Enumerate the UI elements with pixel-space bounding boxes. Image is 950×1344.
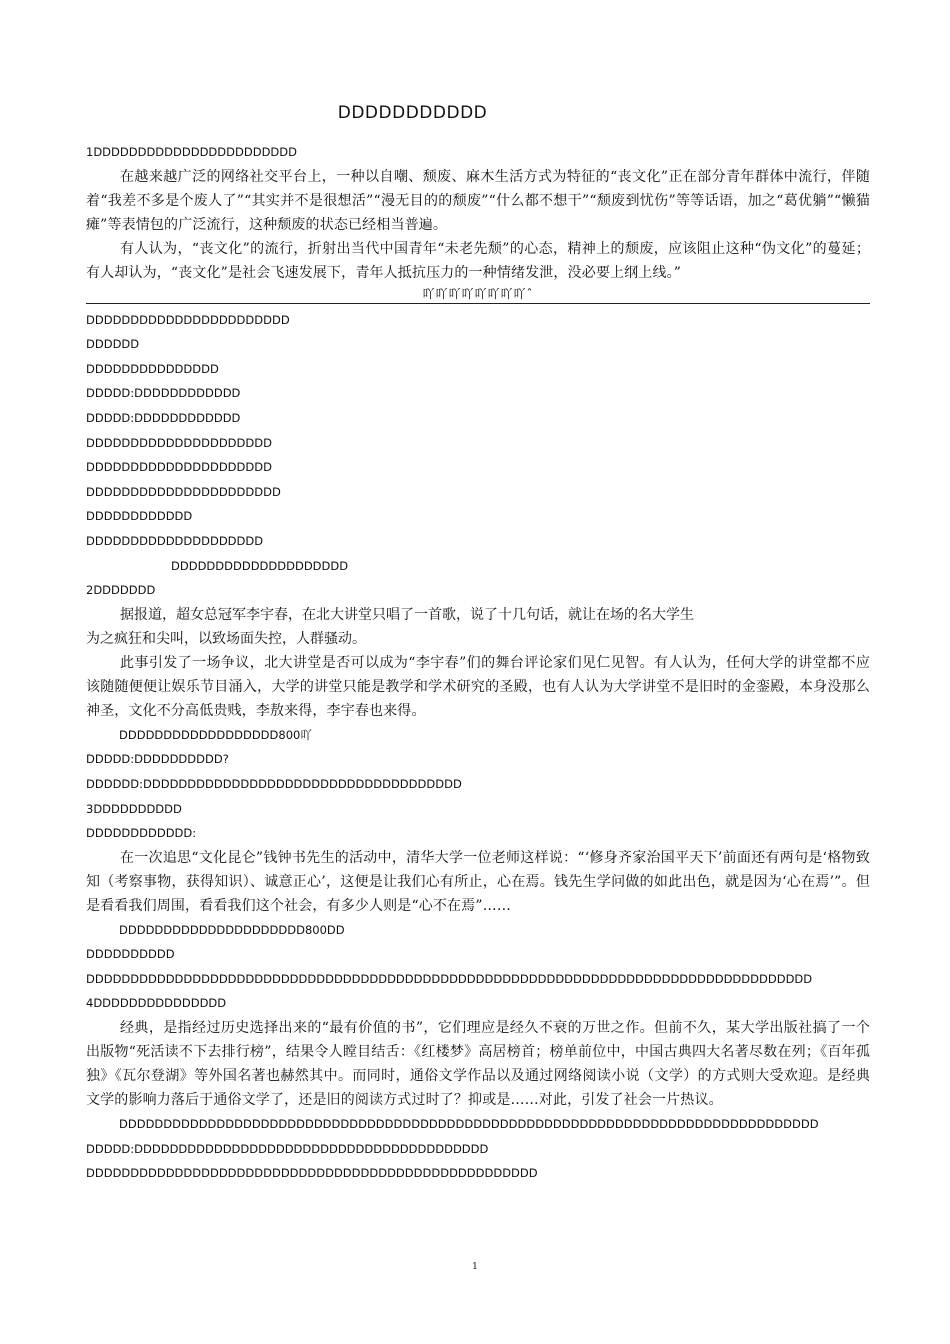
document-title: DDDDDDDDDDD: [337, 103, 488, 123]
list-item: DDDDDDDDDDDDDDDDDDDDDD: [86, 484, 281, 499]
list-item: DDDDDD: [86, 337, 140, 352]
list-item: DDDDDDDDDD: [86, 947, 175, 962]
paragraph: [86, 603, 870, 651]
paragraph: 经典，是指经过历史选择出来的“最有价值的书”，它们理应是经久不衰的万世之作。但前不久，某大学出版社搞了一个出版物“死活读不下去排行榜”，结果令人瞠目结舌：《红楼梦》高居榜首；榜单前位中，中国古典四大名著尽数在列；《百年孤独》《瓦尔登湖》等外国名著也赫然其中。而同时，通俗文学作品以及通过网络阅读小说（文学）的方式则大受欢迎。是经典文学的影响力落后于通俗文学了，还是旧的阅读方式过时了？抑或是……对此，引发了社会一片热议。: [86, 1020, 870, 1109]
list-item: DDDDDDDDDDDDDDDDDDDDDDDDDDDDDDDDDDDDDDDDDDDDDDDDDDDDDDDDDDDDDDDDDDDDDDDDDDDDDDDDDD: [86, 971, 813, 986]
paragraph-line: 为之疯狂和尖叫，以致场面失控，人群骚动。: [86, 630, 366, 647]
document-body: [86, 140, 870, 1186]
paragraph-line: 据报道，超女总冠军李宇春，在北大讲堂只唱了一首歌，说了十几句话，就让在场的名大学生: [120, 606, 694, 623]
center-mark: 吖吖吖吖吖吖吖吖ˆ: [422, 286, 534, 301]
paragraph: 此事引发了一场争议，北大讲堂是否可以成为“李宇春”们的舞台评论家们见仁见智。有人认为，任何大学的讲堂都不应该随随便便让娱乐节目涌入，大学的讲堂只能是教学和学术研究的圣殿，也有人认为大学讲堂不是旧时的金銮殿，本身没那么神圣，文化不分高低贵贱，李敖来得，李宇春也来得。: [86, 654, 870, 719]
list-item: DDDDDDDDDDDDDDDDDDDDDDDDDDDDDDDDDDDDDDDDDDDDDDDDDDD: [86, 1166, 538, 1181]
list-item: DDDDDDDDDDDD: [86, 509, 193, 524]
section-heading: 3DDDDDDDDDD: [86, 801, 182, 816]
closing-line: DDDDDDDDDDDDDDDDDDDD: [171, 558, 349, 573]
section-heading: 2DDDDDDD: [86, 583, 156, 598]
paragraph: 在一次追思“文化昆仑”钱钟书先生的活动中，清华大学一位老师这样说：“‘修身齐家治国平天下’前面还有两句是‘格物致知（考察事物，获得知识）、诚意正心’，这便是让我们心有所止，心在焉。钱先生学问做的如此出色，就是因为‘心在焉’”。但是看看我们周围，看看我们这个社会，有多少人则是“心不在焉”……: [86, 849, 870, 914]
requirement-line: DDDDDDDDDDDDDDDDDD800吖: [119, 727, 312, 742]
page-number: 1: [472, 1262, 478, 1272]
list-item: DDDDDDDDDDDDDDDDDDDDD: [86, 460, 272, 475]
paragraph: 在越来越广泛的网络社交平台上，一种以自嘲、颓废、麻木生活方式为特征的“丧文化”正在部分青年群体中流行，伴随着“我差不多是个废人了”“其实并不是很想活”“漫无目的的颓废”“什么都不想干”“颓废到忧伤”等等话语，加之“葛优躺”“懒猫瘫”等表情包的广泛流行，这种颓废的状态已经相当普遍。: [86, 168, 870, 233]
list-item: DDDDDDDDDDDDDDDDDDDDDDD: [86, 312, 290, 327]
list-item: DDDDDDDDDDDDDDDDDDDD: [86, 533, 264, 548]
paragraph: 有人认为，“丧文化”的流行，折射出当代中国青年“未老先颓”的心态，精神上的颓废，应该阻止这种“伪文化”的蔓延；有人却认为，“丧文化”是社会飞速发展下，青年人抵抗压力的一种情绪发泄，没必要上纲上线。”: [86, 240, 870, 281]
list-item: DDDDDDDDDDDDDDDDDDDDD: [86, 435, 272, 450]
sub-heading: DDDDDDDDDDDD:: [86, 826, 197, 841]
list-item: DDDDD:DDDDDDDDDDDD: [86, 410, 241, 425]
requirement-line: DDDDDDDDDDDDDDDDDDDDDDDDDDDDDDDDDDDDDDDDDDDDDDDDDDDDDDDDDDDDDDDDDDDDDDDDDDDDDDD: [119, 1117, 819, 1132]
list-item: DDDDD:DDDDDDDDDDDDDDDDDDDDDDDDDDDDDDDDDDDDDDDD: [86, 1141, 489, 1156]
list-item: DDDDD:DDDDDDDDDD?: [86, 752, 229, 767]
section-heading: 4DDDDDDDDDDDDDDD: [86, 996, 227, 1011]
horizontal-rule: [86, 303, 870, 304]
list-item: DDDDD:DDDDDDDDDDDD: [86, 386, 241, 401]
list-item: DDDDDD:DDDDDDDDDDDDDDDDDDDDDDDDDDDDDDDDDDDD: [86, 776, 462, 791]
list-item: DDDDDDDDDDDDDDD: [86, 361, 219, 376]
section-heading: 1DDDDDDDDDDDDDDDDDDDDDDD: [86, 145, 297, 159]
requirement-line: DDDDDDDDDDDDDDDDDDDDD800DD: [119, 922, 345, 937]
